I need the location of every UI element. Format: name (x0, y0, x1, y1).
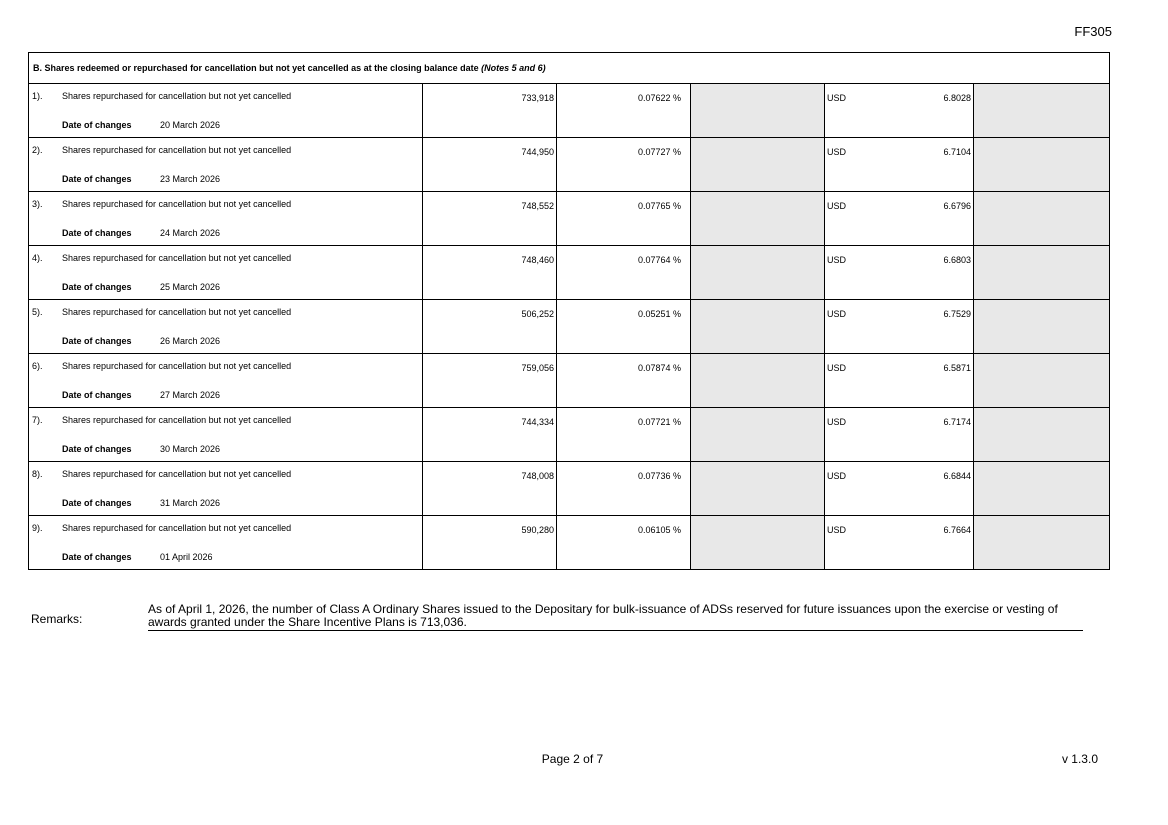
date-of-changes-label: Date of changes (62, 390, 132, 400)
shares-percentage: 0.07622 % (637, 93, 681, 103)
shares-count: 759,056 (521, 363, 554, 373)
table-row (29, 246, 1110, 300)
percentage-cell (557, 516, 691, 570)
table-row (29, 354, 1110, 408)
price-value: 6.7104 (943, 147, 971, 157)
row-description: Shares repurchased for cancellation but not yet cancelled (62, 469, 292, 479)
date-of-changes-label: Date of changes (62, 120, 132, 130)
blank-shaded-cell (974, 192, 1110, 246)
row-number: 3). (32, 199, 43, 209)
shares-cell (423, 408, 557, 462)
shares-cell (423, 462, 557, 516)
price-value: 6.6803 (943, 255, 971, 265)
price-cell (825, 300, 974, 354)
percentage-cell (557, 246, 691, 300)
price-value: 6.8028 (943, 93, 971, 103)
row-number: 4). (32, 253, 43, 263)
blank-shaded-cell (691, 300, 825, 354)
price-cell (825, 354, 974, 408)
date-of-changes-value: 26 March 2026 (160, 336, 221, 346)
percentage-cell (557, 192, 691, 246)
row-description: Shares repurchased for cancellation but not yet cancelled (62, 361, 292, 371)
shares-cell (423, 138, 557, 192)
shares-cell (423, 300, 557, 354)
date-of-changes-label: Date of changes (62, 174, 132, 184)
date-of-changes-label: Date of changes (62, 498, 132, 508)
page-number: Page 2 of 7 (541, 752, 604, 766)
date-of-changes-value: 20 March 2026 (160, 120, 221, 130)
shares-percentage: 0.07765 % (637, 201, 681, 211)
price-cell (825, 192, 974, 246)
date-of-changes-value: 31 March 2026 (160, 498, 221, 508)
price-cell (825, 138, 974, 192)
shares-cell (423, 516, 557, 570)
section-notes: (Notes 5 and 6) (481, 63, 546, 73)
form-code: FF305 (1074, 24, 1112, 39)
shares-count: 590,280 (521, 525, 554, 535)
description-cell (29, 138, 423, 192)
blank-shaded-cell (974, 516, 1110, 570)
table-row (29, 138, 1110, 192)
table-row (29, 192, 1110, 246)
table-row (29, 462, 1110, 516)
price-value: 6.5871 (943, 363, 971, 373)
shares-cell (423, 84, 557, 138)
description-cell (29, 462, 423, 516)
date-of-changes-value: 23 March 2026 (160, 174, 221, 184)
blank-shaded-cell (974, 462, 1110, 516)
description-cell (29, 192, 423, 246)
row-number: 9). (32, 523, 43, 533)
table-row (29, 408, 1110, 462)
shares-percentage: 0.07736 % (637, 471, 681, 481)
price-value: 6.7664 (943, 525, 971, 535)
description-cell (29, 408, 423, 462)
date-of-changes-value: 30 March 2026 (160, 444, 221, 454)
row-description: Shares repurchased for cancellation but not yet cancelled (62, 415, 292, 425)
currency: USD (827, 309, 847, 319)
shares-cell (423, 354, 557, 408)
date-of-changes-label: Date of changes (62, 552, 132, 562)
blank-shaded-cell (691, 354, 825, 408)
blank-shaded-cell (691, 516, 825, 570)
blank-shaded-cell (691, 192, 825, 246)
row-description: Shares repurchased for cancellation but not yet cancelled (62, 145, 292, 155)
date-of-changes-label: Date of changes (62, 228, 132, 238)
blank-shaded-cell (974, 84, 1110, 138)
shares-count: 748,552 (521, 201, 554, 211)
currency: USD (827, 201, 847, 211)
blank-shaded-cell (691, 84, 825, 138)
currency: USD (827, 525, 847, 535)
blank-shaded-cell (691, 408, 825, 462)
date-of-changes-label: Date of changes (62, 282, 132, 292)
row-number: 2). (32, 145, 43, 155)
shares-count: 744,334 (521, 417, 554, 427)
row-number: 5). (32, 307, 43, 317)
shares-percentage: 0.07874 % (637, 363, 681, 373)
description-cell (29, 300, 423, 354)
table-row (29, 516, 1110, 570)
shares-count: 748,460 (521, 255, 554, 265)
repurchased-shares-table (28, 52, 1110, 570)
price-cell (825, 246, 974, 300)
shares-percentage: 0.06105 % (637, 525, 681, 535)
row-description: Shares repurchased for cancellation but not yet cancelled (62, 199, 292, 209)
row-number: 6). (32, 361, 43, 371)
blank-shaded-cell (974, 246, 1110, 300)
percentage-cell (557, 354, 691, 408)
price-value: 6.7174 (943, 417, 971, 427)
description-cell (29, 84, 423, 138)
price-cell (825, 84, 974, 138)
shares-percentage: 0.07727 % (637, 147, 681, 157)
date-of-changes-value: 27 March 2026 (160, 390, 221, 400)
description-cell (29, 354, 423, 408)
blank-shaded-cell (691, 462, 825, 516)
table-row (29, 84, 1110, 138)
section-title: B. Shares redeemed or repurchased for cancellation but not yet cancelled as at the closing balance date (Notes 5 and 6) (29, 53, 1110, 84)
remarks-label: Remarks: (31, 612, 83, 626)
blank-shaded-cell (691, 138, 825, 192)
percentage-cell (557, 408, 691, 462)
shares-percentage: 0.05251 % (637, 309, 681, 319)
row-number: 7). (32, 415, 43, 425)
shares-cell (423, 246, 557, 300)
row-description: Shares repurchased for cancellation but not yet cancelled (62, 307, 292, 317)
row-description: Shares repurchased for cancellation but not yet cancelled (62, 523, 292, 533)
currency: USD (827, 471, 847, 481)
percentage-cell (557, 138, 691, 192)
blank-shaded-cell (974, 408, 1110, 462)
price-value: 6.7529 (943, 309, 971, 319)
shares-count: 744,950 (521, 147, 554, 157)
blank-shaded-cell (974, 138, 1110, 192)
price-cell (825, 408, 974, 462)
row-number: 8). (32, 469, 43, 479)
shares-count: 733,918 (521, 93, 554, 103)
date-of-changes-label: Date of changes (62, 336, 132, 346)
blank-shaded-cell (974, 354, 1110, 408)
version-label: v 1.3.0 (1061, 752, 1098, 766)
currency: USD (827, 417, 847, 427)
remarks-text: As of April 1, 2026, the number of Class A Ordinary Shares issued to the Depositary for bulk-issuance of ADSs reserved for future issuances upon the exercise or vesting of awards granted under the Share Incentive Plans is 713,036. (148, 603, 1083, 631)
row-description: Shares repurchased for cancellation but not yet cancelled (62, 253, 292, 263)
row-description: Shares repurchased for cancellation but not yet cancelled (62, 91, 292, 101)
date-of-changes-value: 24 March 2026 (160, 228, 221, 238)
percentage-cell (557, 462, 691, 516)
blank-shaded-cell (691, 246, 825, 300)
shares-percentage: 0.07721 % (637, 417, 681, 427)
date-of-changes-value: 25 March 2026 (160, 282, 221, 292)
currency: USD (827, 255, 847, 265)
date-of-changes-value: 01 April 2026 (160, 552, 213, 562)
table-row (29, 300, 1110, 354)
currency: USD (827, 363, 847, 373)
currency: USD (827, 93, 847, 103)
description-cell (29, 516, 423, 570)
currency: USD (827, 147, 847, 157)
price-cell (825, 516, 974, 570)
shares-count: 506,252 (521, 309, 554, 319)
price-value: 6.6844 (943, 471, 971, 481)
date-of-changes-label: Date of changes (62, 444, 132, 454)
description-cell (29, 246, 423, 300)
shares-percentage: 0.07764 % (637, 255, 681, 265)
percentage-cell (557, 300, 691, 354)
shares-cell (423, 192, 557, 246)
percentage-cell (557, 84, 691, 138)
blank-shaded-cell (974, 300, 1110, 354)
price-value: 6.6796 (943, 201, 971, 211)
row-number: 1). (32, 91, 43, 101)
shares-count: 748,008 (521, 471, 554, 481)
price-cell (825, 462, 974, 516)
